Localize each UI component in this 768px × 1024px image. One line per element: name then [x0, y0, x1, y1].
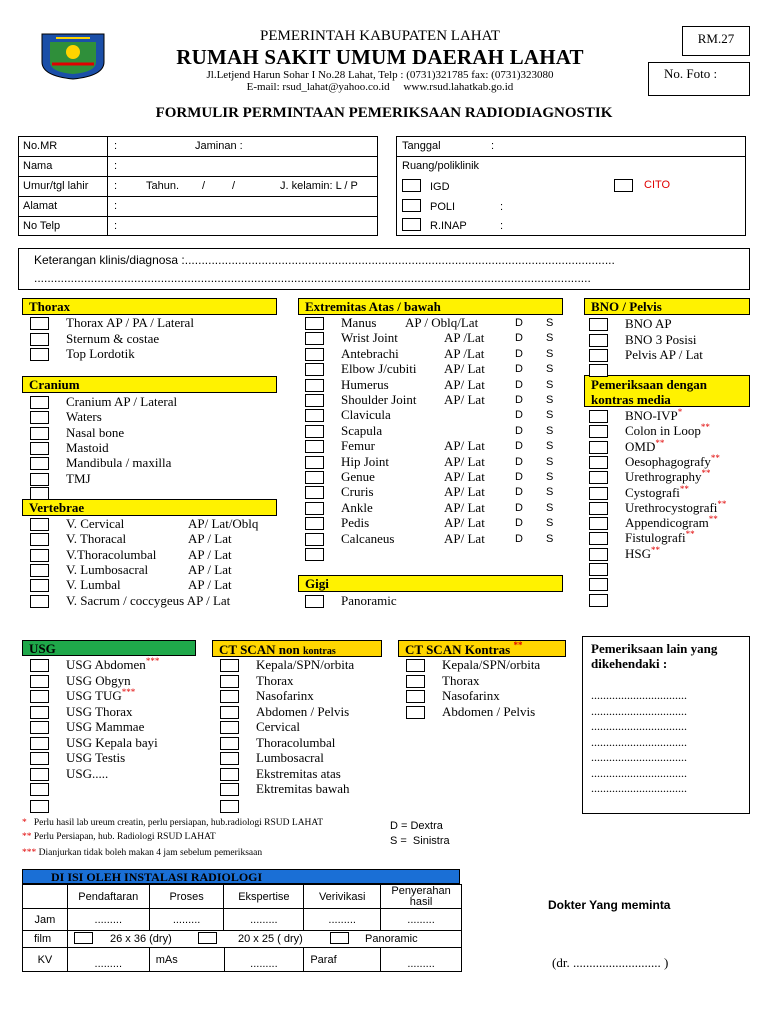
kontras-extra-3-checkbox[interactable] — [589, 594, 608, 607]
sinistra-option[interactable]: S — [546, 517, 554, 530]
ct-non-item-checkbox[interactable] — [220, 675, 239, 688]
hospital-contact: E-mail: rsud_lahat@yahoo.co.id www.rsud.lahatkab.go.id — [246, 81, 514, 93]
extremitas-item-label: Ankle — [341, 499, 373, 515]
bno-item-checkbox[interactable] — [589, 318, 608, 331]
view-label: AP/ Lat — [444, 499, 485, 515]
thorax-item-checkbox[interactable] — [30, 333, 49, 346]
thorax-item-checkbox[interactable] — [30, 317, 49, 330]
kontras-item-checkbox[interactable] — [589, 456, 608, 469]
lain-title-1: Pemeriksaan lain yang — [591, 641, 718, 656]
col-verivikasi: Verivikasi — [304, 885, 381, 909]
kontras-item-checkbox[interactable] — [589, 441, 608, 454]
usg-item-checkbox[interactable] — [30, 675, 49, 688]
kontras-item-label: Fistulografi** — [625, 529, 695, 546]
kontras-item-label: Urethrography** — [625, 468, 711, 485]
cranium-header: Cranium — [22, 376, 277, 393]
extremitas-item-label: Clavicula — [341, 407, 391, 423]
kontras-item-checkbox[interactable] — [589, 487, 608, 500]
view-label: AP / Lat — [188, 546, 232, 562]
usg-item-checkbox[interactable] — [30, 737, 49, 750]
ct-non-extra-checkbox[interactable] — [220, 800, 239, 813]
no-mr-label: No.MR — [23, 140, 58, 152]
note-1: * Perlu hasil lab ureum creatin, perlu persiapan, hub.radiologi RSUD LAHAT — [22, 818, 324, 828]
lain-title-2: dikehendaki : — [591, 656, 668, 671]
kontras-item-checkbox[interactable] — [589, 517, 608, 530]
kontras-item-label: HSG** — [625, 544, 661, 561]
lain-line[interactable]: ................................ — [591, 750, 687, 764]
extremitas-item-checkbox[interactable] — [305, 517, 324, 530]
cranium-item-label: Nasal bone — [66, 424, 125, 440]
extremitas-item-label: Femur — [341, 438, 375, 454]
igd-checkbox[interactable] — [402, 179, 421, 192]
extremitas-extra-checkbox[interactable] — [305, 548, 324, 561]
kontras-item-label: Urethrocystografi** — [625, 498, 727, 515]
ct-non-item-label: Abdomen / Pelvis — [256, 703, 350, 719]
vertebrae-item-checkbox[interactable] — [30, 564, 49, 577]
usg-item-checkbox[interactable] — [30, 721, 49, 734]
vertebrae-item-label: V. Thoracal — [66, 531, 127, 547]
note-2: ** Perlu Persiapan, hub. Radiologi RSUD LAHAT — [22, 832, 216, 842]
gigi-item-label: Panoramic — [341, 593, 397, 608]
cranium-item-label: TMJ — [66, 470, 91, 486]
extremitas-item-checkbox[interactable] — [305, 425, 324, 438]
ct-non-item-label: Ektremitas bawah — [256, 781, 350, 796]
cranium-item-label: Mastoid — [66, 439, 109, 455]
extremitas-item-checkbox[interactable] — [305, 502, 324, 515]
ct-kontras-item-checkbox[interactable] — [406, 659, 425, 672]
dextra-option[interactable]: D — [515, 347, 523, 360]
ct-non-item-label: Thorax — [256, 672, 294, 688]
ct-kontras-item-checkbox[interactable] — [406, 706, 425, 719]
rinap-label: R.INAP — [430, 220, 467, 232]
extremitas-item-checkbox[interactable] — [305, 486, 324, 499]
usg-item-label: USG TUG*** — [66, 687, 136, 703]
lain-line[interactable]: ................................ — [591, 781, 687, 795]
vertebrae-item-checkbox[interactable] — [30, 579, 49, 592]
dextra-option[interactable]: D — [515, 486, 523, 499]
kontras-item-label: Cystografi** — [625, 483, 689, 500]
cranium-item-checkbox[interactable] — [30, 457, 49, 470]
poli-checkbox[interactable] — [402, 199, 421, 212]
usg-item-label: USG Obgyn — [66, 672, 131, 688]
extremitas-item-label: Hip Joint — [341, 453, 390, 469]
ct-non-item-checkbox[interactable] — [220, 706, 239, 719]
ct-non-item-label: Lumbosacral — [256, 750, 324, 765]
extremitas-item-checkbox[interactable] — [305, 332, 324, 345]
ct-non-item-label: Thoracolumbal — [256, 734, 336, 750]
view-label: AP /Lat — [444, 330, 485, 346]
sinistra-option[interactable]: S — [546, 363, 554, 376]
no-foto-label: No. Foto : — [664, 66, 718, 81]
sinistra-option[interactable]: S — [546, 347, 554, 360]
lain-line[interactable]: ................................ — [591, 719, 687, 733]
view-label: AP / Lat — [188, 577, 232, 593]
government-name: PEMERINTAH KABUPATEN LAHAT — [260, 28, 500, 44]
extremitas-item-checkbox[interactable] — [305, 317, 324, 330]
thorax-item-label: Sternum & costae — [66, 330, 160, 346]
ct-kontras-item-label: Abdomen / Pelvis — [442, 703, 536, 719]
film-20x25-checkbox[interactable] — [198, 932, 217, 944]
ct-kontras-item-label: Nasofarinx — [442, 688, 500, 703]
gigi-item-checkbox[interactable] — [305, 595, 324, 608]
ct-kontras-item-checkbox[interactable] — [406, 675, 425, 688]
cranium-item-checkbox[interactable] — [30, 473, 49, 486]
dextra-option[interactable]: D — [515, 332, 523, 345]
vertebrae-item-checkbox[interactable] — [30, 549, 49, 562]
kontras-extra-2-checkbox[interactable] — [589, 578, 608, 591]
col-pendaftaran: Pendaftaran — [67, 885, 149, 909]
usg-header: USG — [22, 640, 196, 656]
col-proses: Proses — [149, 885, 224, 909]
view-label: AP/ Lat — [444, 515, 485, 531]
extremitas-item-label: Humerus — [341, 376, 389, 392]
usg-extra-checkbox[interactable] — [30, 783, 49, 796]
ct-non-item-checkbox[interactable] — [220, 690, 239, 703]
kontras-item-checkbox[interactable] — [589, 548, 608, 561]
hospital-name: RUMAH SAKIT UMUM DAERAH LAHAT — [176, 45, 584, 69]
film-panoramic-checkbox[interactable] — [330, 932, 349, 944]
lain-line[interactable]: ................................ — [591, 734, 687, 749]
usg-item-checkbox[interactable] — [30, 768, 49, 781]
view-label: AP / Oblq/Lat — [405, 315, 479, 330]
extremitas-item-checkbox[interactable] — [305, 456, 324, 469]
dextra-option[interactable]: D — [515, 394, 523, 406]
radiologi-header: DI ISI OLEH INSTALASI RADIOLOGI — [22, 869, 460, 884]
thorax-item-checkbox[interactable] — [30, 348, 49, 361]
extremitas-item-label: Antebrachi — [341, 345, 399, 361]
ct-kontras-item-checkbox[interactable] — [406, 690, 425, 703]
extremitas-item-checkbox[interactable] — [305, 394, 324, 407]
vertebrae-item-label: V.Thoracolumbal — [66, 546, 157, 562]
extremitas-item-checkbox[interactable] — [305, 363, 324, 376]
usg-item-label: USG Mammae — [66, 719, 145, 734]
kv-row: KV ......... mAs ......... Paraf ......... — [22, 947, 462, 972]
lain-line[interactable]: ................................ — [591, 688, 687, 702]
vertebrae-item-label: V. Sacrum / coccygeus AP / Lat — [66, 592, 231, 608]
ct-non-item-label: Cervical — [256, 719, 301, 734]
ct-non-item-checkbox[interactable] — [220, 752, 239, 765]
dextra-option[interactable]: D — [515, 532, 523, 545]
extremitas-item-label: Elbow J/cubiti — [341, 361, 417, 377]
view-label: AP/ Lat — [444, 453, 485, 469]
bno-item-label: Pelvis AP / Lat — [625, 347, 703, 362]
form-title: FORMULIR PERMINTAAN PEMERIKSAAN RADIODIAGNOSTIK — [155, 105, 613, 121]
film-26x36-checkbox[interactable] — [74, 932, 93, 944]
sinistra-option[interactable]: S — [546, 424, 554, 437]
extremitas-item-checkbox[interactable] — [305, 471, 324, 484]
extremitas-header: Extremitas Atas / bawah — [298, 298, 563, 315]
ruang-label: Ruang/poliklinik — [402, 160, 480, 172]
dextra-option[interactable]: D — [515, 409, 523, 422]
film-label: film — [34, 933, 52, 945]
hospital-address: Jl.Letjend Harun Sohar I No.28 Lahat, Telp : (0731)321785 fax: (0731)323080 — [206, 69, 554, 81]
ct-non-item-checkbox[interactable] — [220, 768, 239, 781]
cito-checkbox[interactable] — [614, 179, 633, 192]
hospital-logo — [38, 32, 108, 80]
view-label: AP/ Lat — [444, 469, 485, 484]
kontras-item-checkbox[interactable] — [589, 532, 608, 545]
dextra-option[interactable]: D — [515, 317, 523, 329]
tahun-label: Tahun. — [146, 180, 180, 192]
vertebrae-item-label: V. Cervical — [66, 516, 125, 531]
ct-kontras-item-label: Thorax — [442, 672, 480, 688]
alamat-label: Alamat — [23, 200, 58, 212]
kontras-item-checkbox[interactable] — [589, 471, 608, 484]
nama-label: Nama — [23, 160, 53, 172]
kontras-item-label: OMD** — [625, 437, 665, 454]
sinistra-option[interactable]: S — [546, 455, 554, 468]
gigi-header: Gigi — [298, 575, 563, 592]
note-3: *** Dianjurkan tidak boleh makan 4 jam sebelum pemeriksaan — [22, 848, 263, 858]
rm-code: RM.27 — [697, 31, 735, 46]
cito-label: CITO — [644, 179, 671, 191]
kontras-item-checkbox[interactable] — [589, 425, 608, 438]
dextra-option[interactable]: D — [515, 378, 523, 391]
usg-item-checkbox[interactable] — [30, 752, 49, 765]
thorax-item-label: Thorax AP / PA / Lateral — [66, 315, 194, 330]
cranium-item-label: Waters — [66, 409, 102, 425]
ct-kontras-item-label: Kepala/SPN/orbita — [442, 657, 541, 672]
sinistra-option[interactable]: S — [546, 409, 554, 422]
keterangan-line-1: Keterangan klinis/diagnosa :................................................................................................................................. — [34, 253, 615, 267]
kontras-item-checkbox[interactable] — [589, 502, 608, 515]
vertebrae-item-checkbox[interactable] — [30, 533, 49, 546]
dextra-option[interactable]: D — [515, 517, 523, 530]
jam-label: Jam — [23, 909, 68, 931]
cranium-item-checkbox[interactable] — [30, 396, 49, 409]
view-label: AP/ Lat — [444, 392, 485, 407]
bno-extra-checkbox[interactable] — [589, 364, 608, 377]
view-label: AP /Lat — [444, 345, 485, 361]
view-label: AP/ Lat/Oblq — [188, 516, 259, 531]
kontras-item-checkbox[interactable] — [589, 410, 608, 423]
cranium-extra-checkbox[interactable] — [30, 487, 49, 500]
extremitas-item-label: Scapula — [341, 422, 383, 438]
ct-non-item-checkbox[interactable] — [220, 659, 239, 672]
extremitas-item-checkbox[interactable] — [305, 379, 324, 392]
extremitas-item-label: Pedis — [341, 515, 370, 531]
igd-label: IGD — [430, 181, 450, 193]
extremitas-item-checkbox[interactable] — [305, 533, 324, 546]
radiologi-table: Pendaftaran Proses Ekspertise Verivikasi Penyerahan hasil Jam ......... ......... ......... ......... ......... — [22, 884, 462, 931]
dextra-option[interactable]: D — [515, 440, 523, 453]
vertebrae-header: Vertebrae — [22, 499, 277, 516]
col-ekspertise: Ekspertise — [224, 885, 304, 909]
cranium-item-label: Mandibula / maxilla — [66, 455, 172, 471]
rinap-checkbox[interactable] — [402, 218, 421, 231]
dextra-legend: D = Dextra — [390, 820, 443, 832]
usg-item-checkbox[interactable] — [30, 690, 49, 703]
extremitas-item-label: Manus — [341, 315, 377, 330]
usg-item-label: USG Kepala bayi — [66, 734, 158, 750]
view-label: AP/ Lat — [444, 484, 485, 500]
usg-item-label: USG Testis — [66, 750, 126, 765]
usg-item-label: USG Thorax — [66, 703, 133, 719]
extremitas-item-label: Cruris — [341, 484, 374, 500]
kontras-item-label: Appendicogram** — [625, 514, 718, 531]
vertebrae-item-label: V. Lumbal — [66, 577, 121, 593]
vertebrae-item-label: V. Lumbosacral — [66, 561, 149, 577]
cranium-item-checkbox[interactable] — [30, 411, 49, 424]
dokter-sign[interactable]: (dr. ........................... ) — [552, 955, 669, 970]
bno-item-label: BNO AP — [625, 316, 672, 331]
telp-label: No Telp — [23, 220, 61, 232]
kontras-extra-1-checkbox[interactable] — [589, 563, 608, 576]
bno-item-label: BNO 3 Posisi — [625, 331, 697, 347]
view-label: AP / Lat — [188, 531, 232, 547]
umur-label: Umur/tgl lahir — [23, 180, 89, 192]
sinistra-option[interactable]: S — [546, 378, 554, 391]
dextra-option[interactable]: D — [515, 455, 523, 468]
ct-non-item-label: Kepala/SPN/orbita — [256, 657, 355, 672]
sinistra-option[interactable]: S — [546, 486, 554, 499]
ct-non-item-label: Ekstremitas atas — [256, 765, 341, 781]
cranium-item-label: Cranium AP / Lateral — [66, 394, 178, 409]
thorax-item-label: Top Lordotik — [66, 346, 135, 361]
extremitas-item-label: Shoulder Joint — [341, 392, 417, 407]
ct-non-item-checkbox[interactable] — [220, 721, 239, 734]
usg-extra-checkbox[interactable] — [30, 800, 49, 813]
kontras-item-label: Oesophagografy** — [625, 452, 720, 469]
view-label: AP/ Lat — [444, 376, 485, 392]
view-label: AP/ Lat — [444, 530, 485, 546]
usg-item-checkbox[interactable] — [30, 706, 49, 719]
ct-non-item-checkbox[interactable] — [220, 737, 239, 750]
ct-non-header: CT SCAN non kontras — [212, 640, 382, 657]
vertebrae-item-checkbox[interactable] — [30, 595, 49, 608]
usg-item-label: USG..... — [66, 765, 109, 781]
thorax-header: Thorax — [22, 298, 277, 315]
sinistra-legend: S = Sinistra — [390, 835, 450, 847]
dextra-option[interactable]: D — [515, 501, 523, 514]
extremitas-item-checkbox[interactable] — [305, 348, 324, 361]
sinistra-option[interactable]: S — [546, 317, 554, 329]
ct-non-item-checkbox[interactable] — [220, 783, 239, 796]
kontras-header: Pemeriksaan dengan kontras media — [584, 375, 750, 407]
cranium-item-checkbox[interactable] — [30, 442, 49, 455]
dextra-option[interactable]: D — [515, 424, 523, 437]
kontras-item-label: Colon in Loop** — [625, 422, 710, 439]
col-penyerahan: Penyerahan hasil — [381, 885, 462, 909]
tanggal-label: Tanggal — [402, 140, 441, 152]
usg-item-checkbox[interactable] — [30, 659, 49, 672]
dokter-label: Dokter Yang meminta — [548, 898, 671, 912]
bno-header: BNO / Pelvis — [584, 298, 750, 315]
extremitas-item-label: Genue — [341, 469, 375, 484]
keterangan-line-2: ....................................................................................................................................................................... — [34, 271, 591, 285]
extremitas-item-label: Wrist Joint — [341, 330, 398, 346]
dextra-option[interactable]: D — [515, 363, 523, 376]
extremitas-item-checkbox[interactable] — [305, 440, 324, 453]
view-label: AP / Lat — [188, 561, 232, 577]
view-label: AP/ Lat — [444, 361, 485, 377]
sinistra-option[interactable]: S — [546, 440, 554, 453]
extremitas-item-label: Calcaneus — [341, 530, 395, 546]
sinistra-option[interactable]: S — [546, 471, 554, 483]
view-label: AP/ Lat — [444, 438, 485, 454]
dextra-option[interactable]: D — [515, 471, 523, 483]
ct-non-item-label: Nasofarinx — [256, 688, 314, 703]
sinistra-option[interactable]: S — [546, 501, 554, 514]
vertebrae-item-checkbox[interactable] — [30, 518, 49, 531]
extremitas-item-checkbox[interactable] — [305, 409, 324, 422]
sinistra-option[interactable]: S — [546, 394, 554, 406]
kontras-item-label: BNO-IVP* — [625, 407, 683, 423]
sinistra-option[interactable]: S — [546, 332, 554, 345]
lain-line[interactable]: ................................ — [591, 703, 687, 718]
lain-line[interactable]: ................................ — [591, 765, 687, 780]
sinistra-option[interactable]: S — [546, 532, 554, 545]
jkel-label: J. kelamin: L / P — [280, 180, 358, 192]
jaminan-label: Jaminan : — [195, 140, 243, 152]
cranium-item-checkbox[interactable] — [30, 427, 49, 440]
bno-item-checkbox[interactable] — [589, 334, 608, 347]
usg-item-label: USG Abdomen*** — [66, 656, 160, 672]
bno-item-checkbox[interactable] — [589, 349, 608, 362]
poli-label: POLI — [430, 201, 456, 213]
ct-kontras-header: CT SCAN Kontras ** — [398, 640, 566, 657]
